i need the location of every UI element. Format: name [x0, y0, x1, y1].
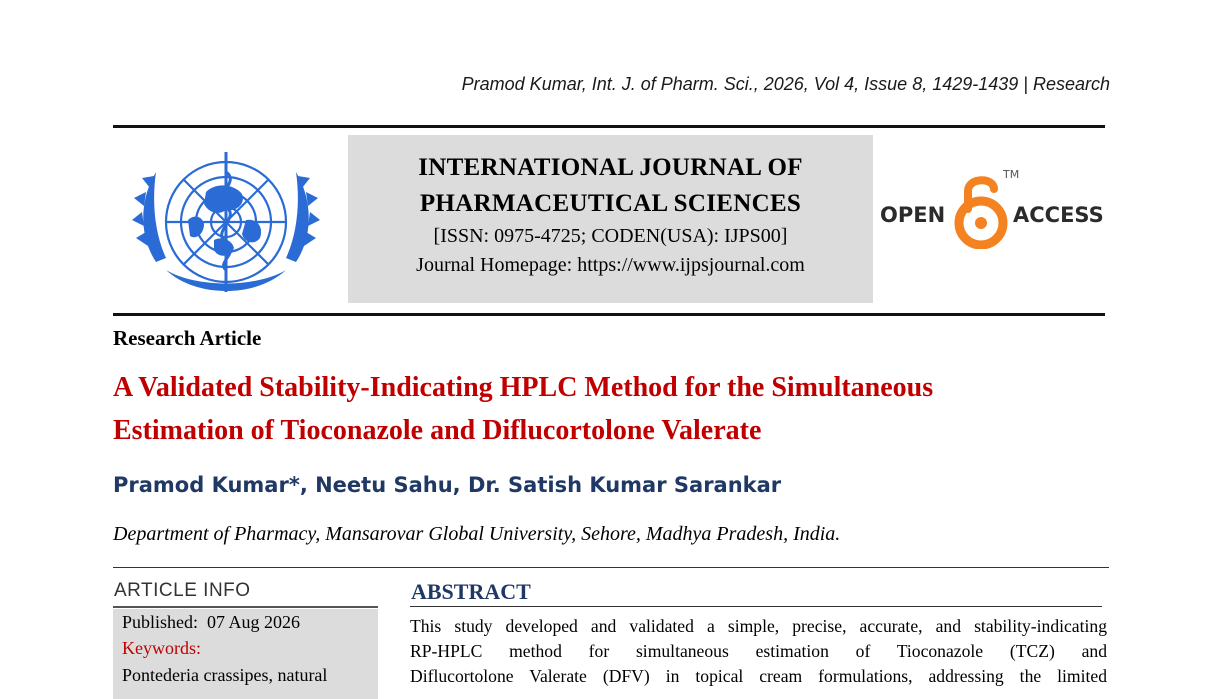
un-emblem-icon	[126, 142, 326, 307]
running-head: Pramod Kumar, Int. J. of Pharm. Sci., 2026, Vol 4, Issue 8, 1429-1439 | Research	[461, 74, 1110, 94]
paper-title-line2: Estimation of Tioconazole and Diflucortolone Valerate	[113, 415, 762, 446]
open-access-right-text: ACCESS	[1013, 203, 1104, 227]
abstract-body	[410, 614, 1107, 689]
trademark-mark: TM	[1003, 168, 1020, 181]
article-info-rule	[113, 606, 378, 608]
author-list: Pramod Kumar*, Neetu Sahu, Dr. Satish Kumar Sarankar	[113, 473, 782, 497]
header-bottom-rule	[113, 313, 1105, 316]
published-date: 07 Aug 2026	[207, 612, 301, 632]
paper-title	[113, 366, 1113, 452]
header-top-rule	[113, 125, 1105, 128]
journal-homepage[interactable]: Journal Homepage: https://www.ijpsjournal.com	[416, 254, 805, 276]
journal-title	[348, 150, 873, 222]
open-access-left-text: OPEN	[880, 203, 946, 227]
keywords-text: Pontederia crassipes, natural	[122, 665, 328, 685]
abstract-line: RP-HPLC method for simultaneous estimation of Tioconazole (TCZ) and	[410, 641, 1107, 661]
article-type: Research Article	[113, 326, 262, 350]
paper-title-line1: A Validated Stability-Indicating HPLC Method for the Simultaneous	[113, 372, 934, 403]
abstract-line: This study developed and validated a simple, precise, accurate, and stability-indicating	[410, 616, 1107, 636]
published-label: Published:	[122, 612, 199, 632]
published-row	[122, 612, 300, 633]
journal-masthead-box	[348, 135, 873, 303]
abstract-rule	[410, 606, 1102, 607]
open-access-lock-icon	[951, 167, 1011, 249]
issn-line: [ISSN: 0975-4725; CODEN(USA): IJPS00]	[433, 225, 788, 247]
keywords-label: Keywords:	[122, 638, 201, 658]
article-info-heading: ARTICLE INFO	[114, 580, 251, 601]
journal-title-line2: PHARMACEUTICAL SCIENCES	[419, 190, 802, 217]
abstract-line: Diflucortolone Valerate (DFV) in topical cream formulations, addressing the limited	[410, 666, 1107, 686]
affiliation: Department of Pharmacy, Mansarovar Global University, Sehore, Madhya Pradesh, India.	[113, 523, 841, 545]
abstract-heading: ABSTRACT	[411, 579, 531, 604]
section-divider	[113, 567, 1109, 568]
journal-title-line1: INTERNATIONAL JOURNAL OF	[418, 154, 803, 181]
